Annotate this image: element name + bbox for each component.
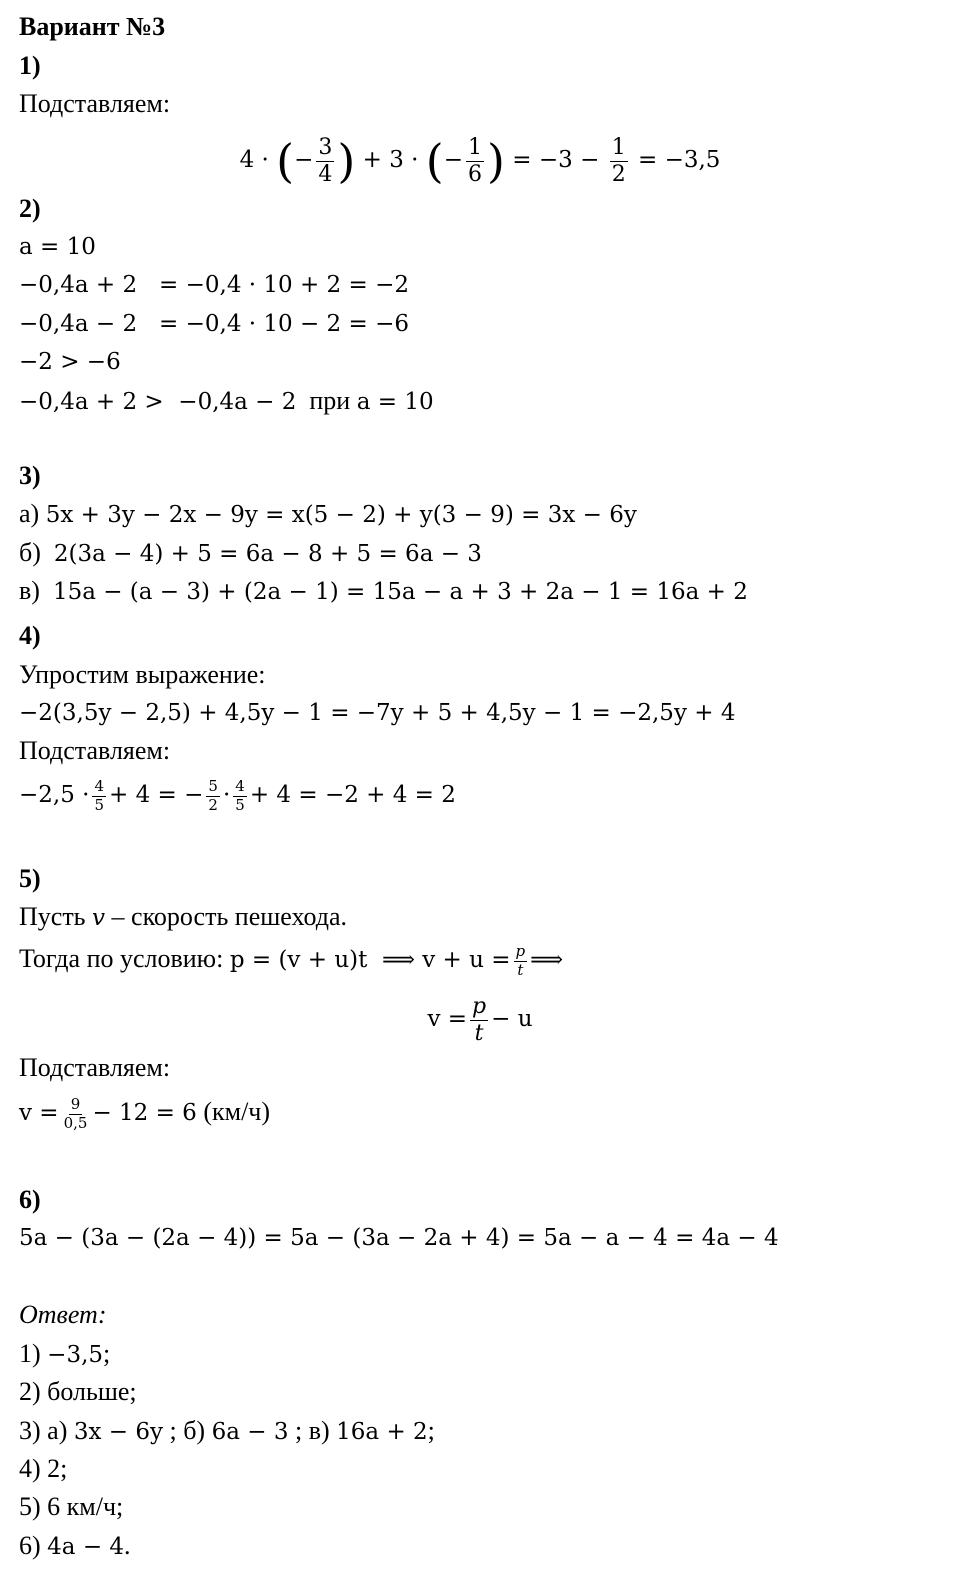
implies: ⟹ (530, 947, 564, 973)
fraction-denominator: 2 (611, 161, 626, 187)
task-5-line-4 (19, 1085, 270, 1140)
task-3-c (19, 575, 748, 608)
task-5-line-3 (0, 985, 960, 1053)
eq-part-c: = −3 − (504, 147, 607, 173)
answer-math: 4a − 4 (47, 1534, 125, 1560)
fraction-3-4 (316, 135, 334, 187)
answer-3 (19, 1415, 435, 1448)
left-paren: ( (425, 134, 444, 188)
task-4-intro-2: Подставляем: (19, 736, 171, 765)
item-label: в) (19, 576, 40, 605)
task-5-line-1 (19, 901, 347, 934)
fraction-p-t (514, 943, 528, 979)
fraction-1-2 (610, 135, 628, 187)
task-1-number: 1) (19, 51, 41, 80)
fraction-numerator: 5 (208, 777, 218, 796)
task-2-line-5 (19, 385, 434, 418)
unit: (км/ч) (203, 1097, 271, 1126)
task-5-number: 5) (19, 864, 41, 893)
fraction-denominator: 5 (94, 795, 105, 814)
task-4-intro: Упростим выражение: (19, 660, 266, 689)
text: – скорость пешехода. (111, 902, 348, 931)
task-2-line-1: a = 10 (19, 234, 96, 260)
expr-a: −2,5 · (19, 782, 90, 808)
fraction-numerator: 4 (235, 777, 245, 796)
task-6-line-1: 5a − (3a − (2a − 4)) = 5a − (3a − 2a + 4) = 5a − a − 4 = 4a − 4 (19, 1225, 779, 1251)
answer-1 (19, 1338, 110, 1371)
fraction-numerator: p (472, 994, 487, 1020)
expr-b: + 4 = − (109, 782, 204, 808)
task-1-equation (0, 125, 960, 195)
fraction-1-6 (466, 135, 484, 187)
answer-2: 2) больше; (19, 1377, 137, 1406)
answer-num: 3) а) (19, 1416, 68, 1445)
right-paren: ) (337, 134, 356, 188)
task-3-a (19, 498, 637, 531)
answer-punct: ; (427, 1416, 435, 1445)
document-title: Вариант №3 (19, 12, 166, 41)
task-2-line-3: −0,4a − 2 = −0,4 · 10 − 2 = −6 (19, 311, 409, 337)
var-v: v (92, 905, 106, 931)
fraction-numerator: 4 (94, 777, 105, 796)
fraction-sign: − (294, 147, 314, 173)
answer-math: −3,5 (47, 1342, 104, 1368)
eq-part-d: = −3,5 (630, 147, 721, 173)
task-2-line-2: −0,4a + 2 = −0,4 · 10 + 2 = −2 (19, 272, 409, 298)
fraction-denominator: 4 (318, 161, 333, 187)
task-3-b (19, 537, 482, 570)
expr-a: v = (19, 1100, 59, 1126)
fraction-denominator: t (474, 1020, 484, 1046)
formula: p = (v + u)t ⟹ v + u = (229, 947, 511, 973)
expr-c: · (222, 782, 231, 808)
fraction-sign: − (443, 147, 464, 173)
right-paren: ) (487, 134, 505, 188)
task-5-intro: Подставляем: (19, 1053, 171, 1082)
expr-d: + 4 = −2 + 4 = 2 (249, 782, 456, 808)
answer-num: 6) (19, 1531, 41, 1560)
item-label: а) (19, 499, 40, 528)
answer-math-a: 3x − 6y (73, 1419, 163, 1445)
fraction-denominator: t (517, 960, 524, 979)
fraction-denominator: 5 (235, 795, 245, 814)
fraction-numerator: p (515, 942, 526, 961)
task-4-line-1: −2(3,5y − 2,5) + 4,5y − 1 = −7y + 5 + 4,5y − 1 = −2,5y + 4 (19, 700, 736, 726)
condition: a = 10 (356, 389, 434, 415)
task-4-line-2 (19, 770, 456, 820)
fraction-9-0-5 (62, 1096, 90, 1132)
expr-b: − u (491, 1006, 533, 1032)
task-4-number: 4) (19, 621, 41, 650)
fraction-p-t (470, 994, 488, 1046)
inequality: −0,4a + 2 > −0,4a − 2 (19, 389, 297, 415)
task-6-number: 6) (19, 1185, 41, 1214)
fraction-denominator: 6 (468, 161, 483, 187)
fraction-numerator: 1 (611, 135, 626, 161)
fraction-4-5 (233, 778, 247, 814)
answer-6 (19, 1530, 131, 1563)
answer-4: 4) 2; (19, 1454, 68, 1483)
task-3-number: 3) (19, 461, 41, 490)
eq-part-a: 4 · (239, 147, 277, 173)
answer-label: Ответ: (19, 1300, 107, 1329)
answer-math-b: 6a − 3 (211, 1419, 289, 1445)
answer-num: 1) (19, 1339, 41, 1368)
item-math: 5x + 3y − 2x − 9y = x(5 − 2) + y(3 − 9) = 3x − 6y (45, 502, 637, 528)
task-2-number: 2) (19, 194, 41, 223)
answer-punct: ; (103, 1339, 111, 1368)
fraction-numerator: 3 (318, 135, 333, 161)
eq-part-b: + 3 · (355, 147, 426, 173)
fraction-numerator: 9 (70, 1095, 81, 1114)
item-math: 2(3a − 4) + 5 = 6a − 8 + 5 = 6a − 3 (53, 541, 482, 567)
text: Пусть (19, 902, 86, 931)
task-2-line-4: −2 > −6 (19, 349, 121, 375)
task-5-line-2 (19, 933, 563, 986)
fraction-denominator: 0,5 (63, 1113, 88, 1132)
item-label: б) (19, 538, 41, 567)
fraction-numerator: 1 (468, 135, 483, 161)
text: Тогда по условию: (19, 944, 224, 973)
word-pri: при (309, 386, 351, 415)
task-1-intro: Подставляем: (19, 89, 171, 118)
fraction-denominator: 2 (208, 795, 218, 814)
expr-a: v = (427, 1006, 468, 1032)
expr-b: − 12 = 6 (92, 1100, 197, 1126)
answer-punct: . (124, 1531, 131, 1560)
answer-5: 5) 6 км/ч; (19, 1492, 124, 1521)
answer-math-c: 16a + 2 (336, 1419, 428, 1445)
answer-sep-c: ; в) (288, 1416, 330, 1445)
answer-sep-b: ; б) (162, 1416, 206, 1445)
left-paren: ( (276, 134, 295, 188)
fraction-5-2 (206, 778, 220, 814)
item-math: 15a − (a − 3) + (2a − 1) = 15a − a + 3 + 2a − 1 = 16a + 2 (52, 579, 748, 605)
fraction-4-5 (92, 778, 106, 814)
